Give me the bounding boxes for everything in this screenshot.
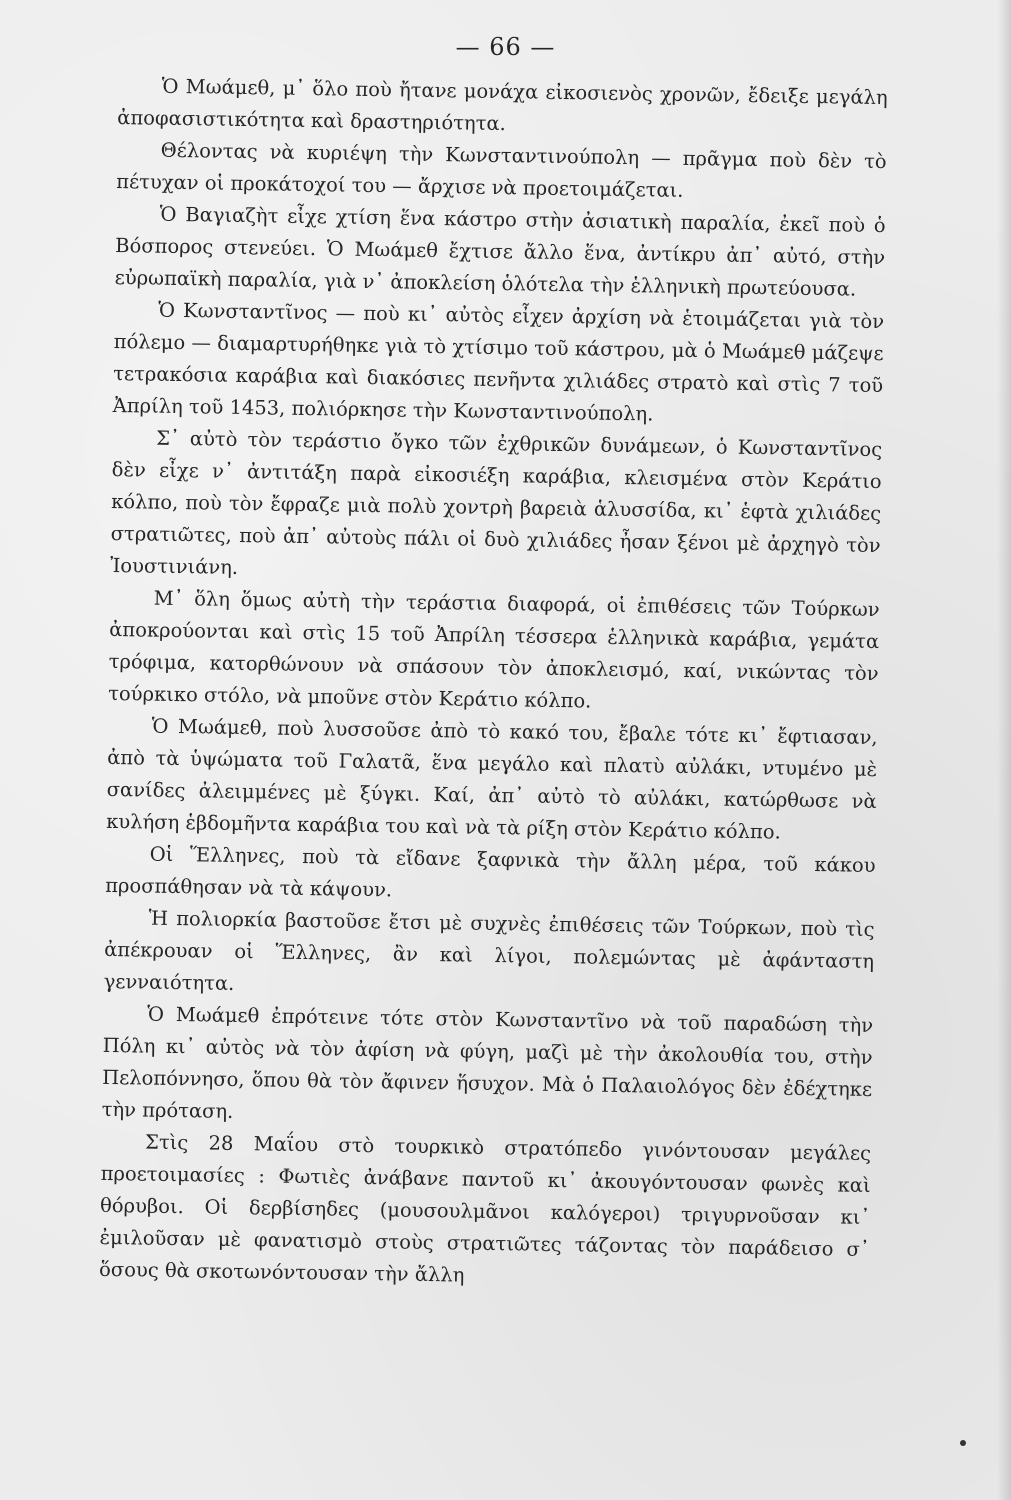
paragraph-8: Οἱ Ἕλληνες, ποὺ τὰ εἴδανε ξαφνικὰ τὴν ἄλλη μέρα, τοῦ κάκου προσπάθησαν νὰ τὰ κάψουν. <box>105 842 876 902</box>
page-number: — 66 — <box>455 33 556 61</box>
paragraph-6: Μ᾽ ὅλη ὅμως αὐτὴ τὴν τεράστια διαφορά, οἱ ἐπιθέσεις τῶν Τούρκων ἀποκρούονται καὶ στὶς 15 τοῦ Ἀπρίλη τέσσερα ἑλληνικὰ καράβια, γεμάτα τρόφιμα, κατορθώνουν νὰ σπάσουν τὸν ἀποκλεισμό, καί, νικώντας τὸν τούρκικο στόλο, νὰ μποῦνε στὸν Κεράτιο κόλπο. <box>108 586 880 713</box>
paragraph-4: Ὁ Κωνσταντῖνος — ποὺ κι᾽ αὐτὸς εἶχεν ἀρχίση νὰ ἑτοιμάζεται γιὰ τὸν πόλεμο — διαμαρτυρήθηκε γιὰ τὸ χτίσιμο τοῦ κάστρου, μὰ ὁ Μωάμεθ μάζεψε τετρακόσια καράβια καὶ διακόσιες πενῆντα χιλιάδες στρατὸ καὶ στὶς 7 τοῦ Ἀπρίλη τοῦ 1453, πολιόρκησε τὴν Κωνσταντινούπολη. <box>112 298 885 426</box>
paragraph-10: Ὁ Μωάμεθ ἐπρότεινε τότε στὸν Κωνσταντῖνο νὰ τοῦ παραδώση τὴν Πόλη κι᾽ αὐτὸς νὰ τὸν ἀφίση νὰ φύγη, μαζὶ μὲ τὴν ἀκολουθία του, στὴν Πελοπόννησο, ὅπου θὰ τὸν ἄφινεν ἥσυχον. Μὰ ὁ Παλαιολόγος δὲν ἐδέχτηκε τὴν πρόταση. <box>101 1002 874 1123</box>
paragraph-3: Ὁ Βαγιαζὴτ εἶχε χτίση ἕνα κάστρο στὴν ἀσιατικὴ παραλία, ἐκεῖ ποὺ ὁ Βόσπορος στενεύει. Ὁ Μωάμεθ ἔχτισε ἄλλο ἕνα, ἀντίκρυ ἀπ᾽ αὐτό, στὴν εὐρωπαϊκὴ παραλία, γιὰ ν᾽ ἀποκλείση ὁλότελα τὴν ἑλληνικὴ πρωτεύουσα. <box>114 202 886 301</box>
paragraph-1: Ὁ Μωάμεθ, μ᾽ ὅλο ποὺ ἤτανε μονάχα εἰκοσιενὸς χρονῶν, ἔδειξε μεγάλη ἀποφασιστικότητα καὶ δραστηριότητα. <box>117 74 888 136</box>
ink-speck <box>960 1440 966 1446</box>
body-text <box>99 70 888 1298</box>
page-edge-shadow <box>997 0 1011 1500</box>
paragraph-9: Ἡ πολιορκία βαστοῦσε ἔτσι μὲ συχνὲς ἐπιθέσεις τῶν Τούρκων, ποὺ τὶς ἀπέκρουαν οἱ Ἕλληνες, ἂν καὶ λίγοι, πολεμώντας μὲ ἀφάνταστη γενναιότητα. <box>103 906 875 995</box>
paragraph-2: Θέλοντας νὰ κυριέψη τὴν Κωνσταντινούπολη — πρᾶγμα ποὺ δὲν τὸ πέτυχαν οἱ προκάτοχοί του — ἄρχισε νὰ προετοιμάζεται. <box>116 138 887 202</box>
paragraph-7: Ὁ Μωάμεθ, ποὺ λυσσοῦσε ἀπὸ τὸ κακό του, ἔβαλε τότε κι᾽ ἔφτιασαν, ἀπὸ τὰ ὑψώματα τοῦ Γαλατᾶ, ἕνα μεγάλο καὶ πλατὺ αὐλάκι, ντυμένο μὲ σανίδες ἀλειμμένες μὲ ξύγκι. Καί, ἀπ᾽ αὐτὸ τὸ αὐλάκι, κατώρθωσε νὰ κυλήση ἑβδομῆντα καράβια του καὶ νὰ τὰ ρίξη στὸν Κεράτιο κόλπο. <box>106 714 878 844</box>
paragraph-5: Σ᾽ αὐτὸ τὸν τεράστιο ὄγκο τῶν ἐχθρικῶν δυνάμεων, ὁ Κωνσταντῖνος δὲν εἶχε ν᾽ ἀντιτάξη παρὰ εἰκοσιέξη καράβια, κλεισμένα στὸν Κεράτιο κόλπο, ποὺ τὸν ἔφραζε μιὰ πολὺ χοντρὴ βαρειὰ ἁλυσσίδα, κι᾽ ἑφτὰ χιλιάδες στρατιῶτες, ποὺ ἀπ᾽ αὐτοὺς πάλι οἱ δυὸ χιλιάδες ἦσαν ξένοι μὲ ἀρχηγὸ τὸν Ἰουστινιάνη. <box>110 426 883 579</box>
paragraph-11: Στὶς 28 Μαΐου στὸ τουρκικὸ στρατόπεδο γινόντουσαν μεγάλες προετοιμασίες : Φωτιὲς ἀνάβανε παντοῦ κι᾽ ἀκουγόντουσαν φωνὲς καὶ θόρυβοι. Οἱ δερβίσηδες (μουσουλμᾶνοι καλόγεροι) τριγυρνοῦσαν κι᾽ ἐμιλοῦσαν μὲ φανατισμὸ στοὺς στρατιῶτες τάζοντας τὸν παράδεισο σ᾽ ὅσους θὰ σκοτωνόντουσαν τὴν ἄλλη <box>98 1130 872 1287</box>
